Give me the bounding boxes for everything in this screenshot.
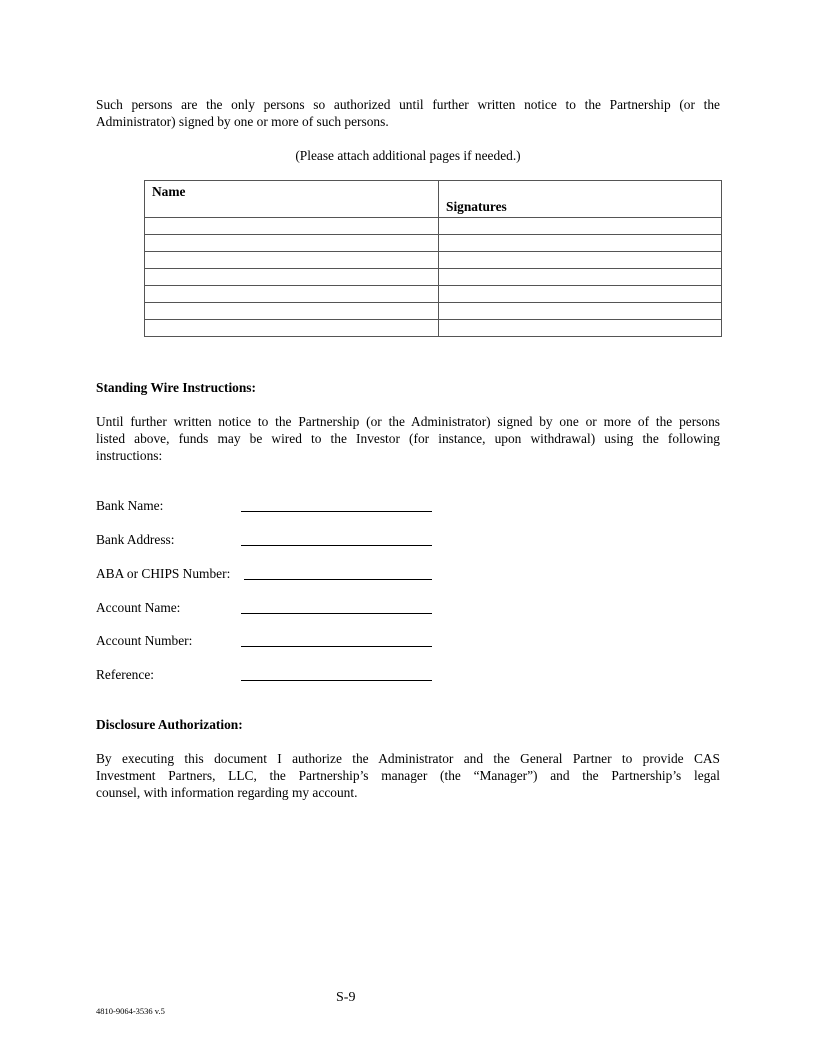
- table-header-row: [145, 181, 722, 218]
- signature-cell[interactable]: [439, 269, 722, 286]
- bank-name-input-line[interactable]: [241, 511, 432, 512]
- name-cell[interactable]: [145, 303, 439, 320]
- account-number-label: Account Number:: [96, 633, 193, 648]
- wire-text-line-1: Until further written notice to the Partnership (or the Administrator) signed by one or more of the persons: [96, 414, 720, 429]
- attach-note: (Please attach additional pages if needed.): [295, 148, 521, 163]
- wire-text-line-2: listed above, funds may be wired to the Investor (for instance, upon withdrawal) using the following: [96, 431, 720, 446]
- aba-chips-input-line[interactable]: [244, 579, 432, 580]
- authorized-signers-table: [144, 180, 722, 337]
- wire-text-line-3: instructions:: [96, 448, 163, 463]
- disclosure-line-1: By executing this document I authorize the Administrator and the General Partner to provide CAS: [96, 751, 720, 766]
- signature-cell[interactable]: [439, 303, 722, 320]
- name-column-header: Name: [145, 181, 439, 218]
- signature-cell[interactable]: [439, 252, 722, 269]
- table-row: [145, 235, 722, 252]
- intro-line-2: Administrator) signed by one or more of such persons.: [96, 114, 389, 129]
- aba-chips-label: ABA or CHIPS Number:: [96, 566, 231, 581]
- page-number: S-9: [336, 990, 356, 1005]
- table-row: [145, 320, 722, 337]
- bank-address-label: Bank Address:: [96, 532, 175, 547]
- table-row: [145, 303, 722, 320]
- signature-cell[interactable]: [439, 235, 722, 252]
- disclosure-line-3: counsel, with information regarding my account.: [96, 785, 358, 800]
- account-name-label: Account Name:: [96, 600, 181, 615]
- reference-label: Reference:: [96, 667, 154, 682]
- table-row: [145, 252, 722, 269]
- table-row: [145, 269, 722, 286]
- account-number-input-line[interactable]: [241, 646, 432, 647]
- wire-instructions-heading: Standing Wire Instructions:: [96, 380, 256, 395]
- disclosure-line-2: Investment Partners, LLC, the Partnership’s manager (the “Manager”) and the Partnership’s legal: [96, 768, 720, 783]
- document-id: 4810-9064-3536 v.5: [96, 1006, 165, 1016]
- table-row: [145, 218, 722, 235]
- signature-cell[interactable]: [439, 218, 722, 235]
- name-cell[interactable]: [145, 320, 439, 337]
- name-cell[interactable]: [145, 252, 439, 269]
- signature-cell[interactable]: [439, 286, 722, 303]
- bank-address-input-line[interactable]: [241, 545, 432, 546]
- signature-cell[interactable]: [439, 320, 722, 337]
- bank-name-label: Bank Name:: [96, 498, 164, 513]
- table-row: [145, 286, 722, 303]
- signatures-column-header: Signatures: [439, 181, 722, 218]
- name-cell[interactable]: [145, 218, 439, 235]
- name-cell[interactable]: [145, 286, 439, 303]
- name-cell[interactable]: [145, 235, 439, 252]
- account-name-input-line[interactable]: [241, 613, 432, 614]
- disclosure-heading: Disclosure Authorization:: [96, 717, 243, 732]
- name-cell[interactable]: [145, 269, 439, 286]
- reference-input-line[interactable]: [241, 680, 432, 681]
- intro-line-1: Such persons are the only persons so authorized until further written notice to the Partnership (or the: [96, 97, 720, 112]
